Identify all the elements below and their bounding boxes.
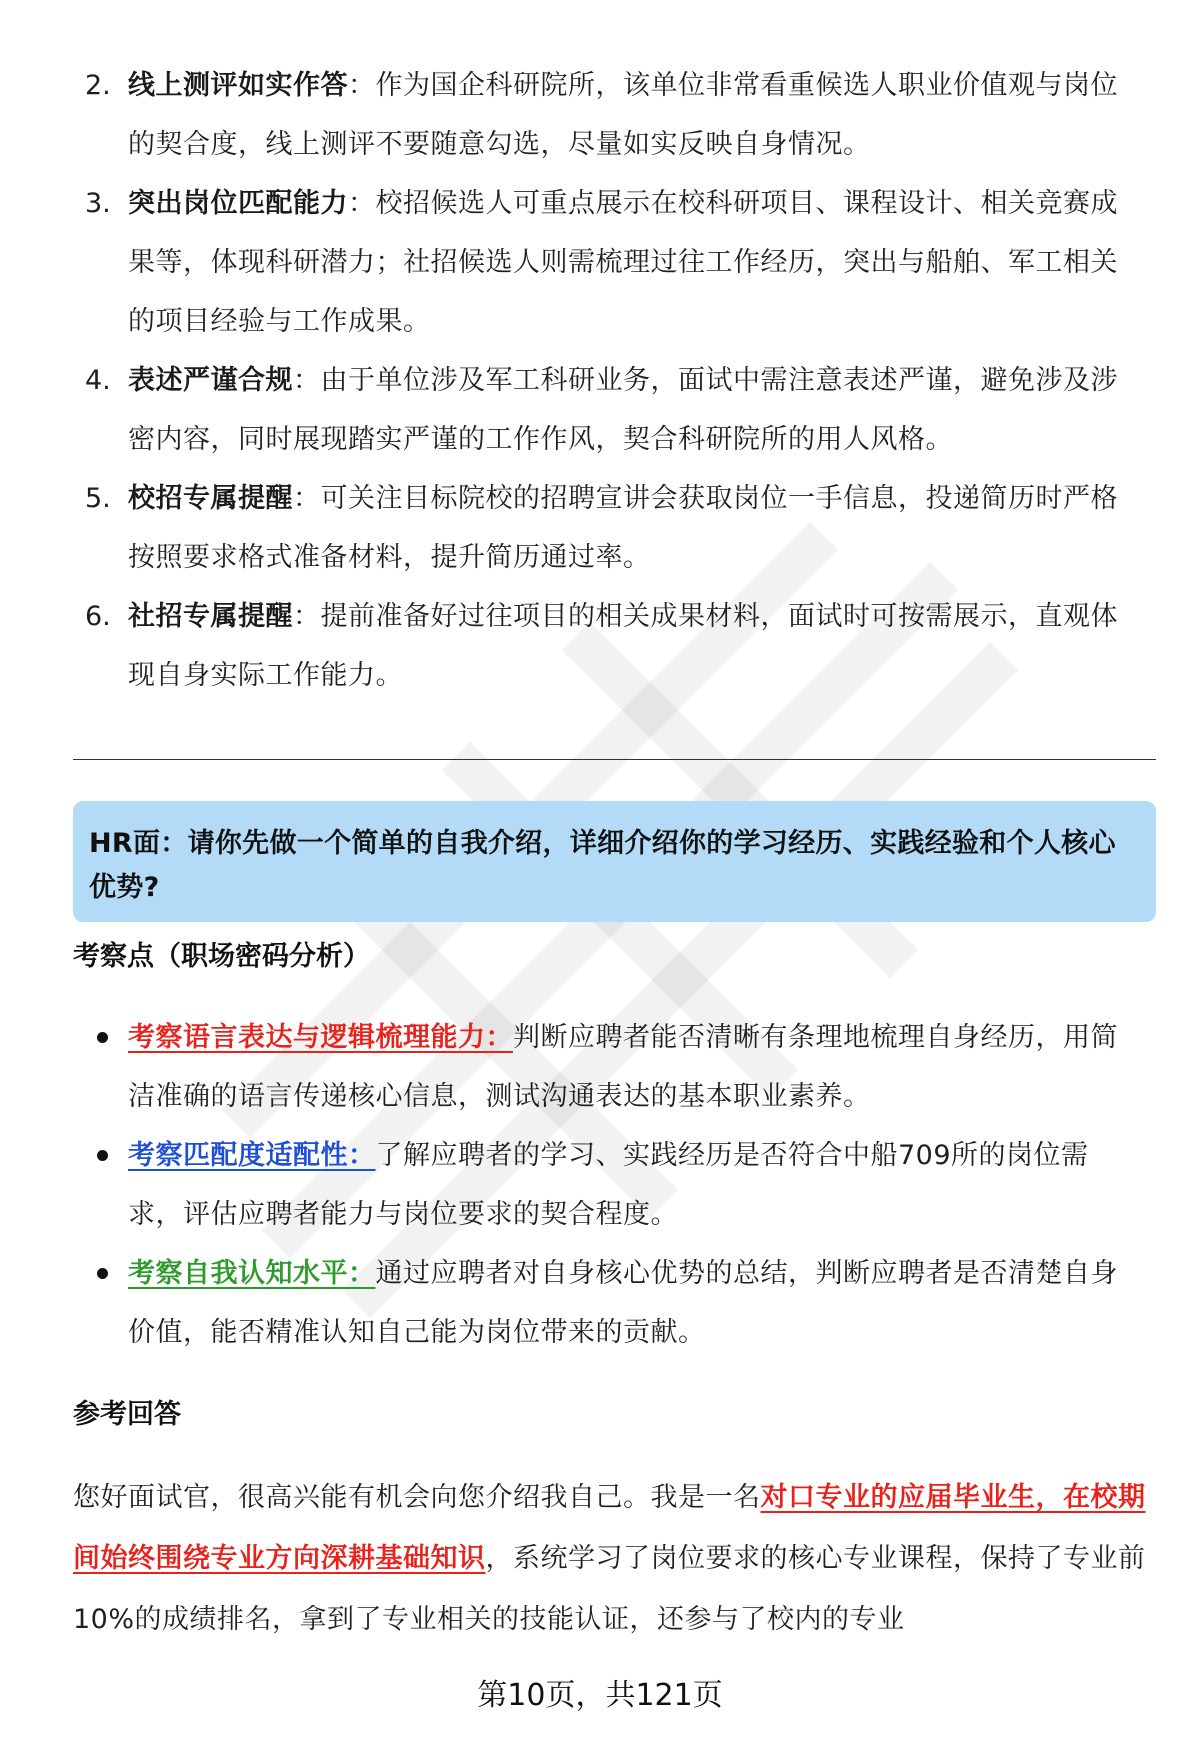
tip-body: 校招候选人可重点展示在校科研项目、课程设计、相关竞赛成果等，体现科研潜力；社招候选人则需梳理过往工作经历，突出与船舶、军工相关的项目经验与工作成果。 [128,188,1118,337]
tip-title: 突出岗位匹配能力 [128,188,348,219]
tip-title: 表述严谨合规 [128,365,293,396]
tip-sep: ： [293,483,321,514]
analysis-point-label: 考察语言表达与逻辑梳理能力： [128,1022,513,1053]
tip-title: 线上测评如实作答 [128,70,348,101]
tip-title: 校招专属提醒 [128,483,293,514]
tip-item [0,174,1200,351]
analysis-point-body: 判断应聘者能否清晰有条理地梳理自身经历，用简洁准确的语言传递核心信息，测试沟通表达的基本职业素养。 [128,1022,1118,1112]
analysis-point [0,1008,1200,1126]
tip-number: 3. [85,188,111,219]
analysis-point-label: 考察自我认知水平： [128,1258,376,1289]
tip-number: 5. [85,483,111,514]
tip-item [0,587,1200,705]
bullet-icon [97,1268,108,1279]
answer-rest: ，系统学习了岗位要求的核心专业课程，保持了专业前10%的成绩排名，拿到了专业相关的技能认证，还参与了校内的专业 [73,1543,1146,1635]
tip-title: 社招专属提醒 [128,601,293,632]
answer-heading: 参考回答 [73,1399,181,1430]
tip-text [128,174,1143,351]
tip-sep: ： [293,601,321,632]
analysis-point-text [128,1008,1143,1126]
analysis-point [0,1244,1200,1362]
analysis-point-text [128,1126,1143,1244]
page-footer: 第10页，共121页 [477,1678,723,1713]
tip-body: 由于单位涉及军工科研业务，面试中需注意表述严谨，避免涉及涉密内容，同时展现踏实严谨的工作作风，契合科研院所的用人风格。 [128,365,1118,455]
answer-highlight: 对口专业的应届毕业生，在校期间始终围绕专业方向深耕基础知识 [73,1482,1146,1574]
analysis-point-label: 考察匹配度适配性： [128,1140,376,1171]
analysis-heading: 考察点（职场密码分析） [73,941,370,972]
tip-sep: ： [293,365,321,396]
tip-body: 作为国企科研院所，该单位非常看重候选人职业价值观与岗位的契合度，线上测评不要随意勾选，尽量如实反映自身情况。 [128,70,1118,160]
bullet-icon [97,1150,108,1161]
analysis-point-text [128,1244,1143,1362]
tip-text [128,587,1143,705]
bullet-icon [97,1032,108,1043]
tip-item [0,56,1200,174]
tip-text [128,469,1143,587]
question-text: HR面：请你先做一个简单的自我介绍，详细介绍你的学习经历、实践经验和个人核心优势? [89,828,1116,903]
analysis-point-body: 了解应聘者的学习、实践经历是否符合中船709所的岗位需求，评估应聘者能力与岗位要求的契合程度。 [128,1140,1089,1230]
section-divider [73,759,1156,760]
analysis-point-body: 通过应聘者对自身核心优势的总结，判断应聘者是否清楚自身价值，能否精准认知自己能为岗位带来的贡献。 [128,1258,1118,1348]
tip-text [128,56,1143,174]
tip-item [0,351,1200,469]
tip-sep: ： [348,188,376,219]
tip-text [128,351,1143,469]
tip-number: 4. [85,365,111,396]
tip-body: 提前准备好过往项目的相关成果材料，面试时可按需展示，直观体现自身实际工作能力。 [128,601,1118,691]
answer-intro: 您好面试官，很高兴能有机会向您介绍我自己。我是一名 [73,1482,761,1513]
tip-sep: ： [348,70,376,101]
analysis-point [0,1126,1200,1244]
answer-paragraph [73,1467,1156,1650]
question-box [73,801,1156,922]
tip-number: 2. [85,70,111,101]
tip-body: 可关注目标院校的招聘宣讲会获取岗位一手信息，投递简历时严格按照要求格式准备材料，提升简历通过率。 [128,483,1118,573]
tip-number: 6. [85,601,111,632]
tip-item [0,469,1200,587]
